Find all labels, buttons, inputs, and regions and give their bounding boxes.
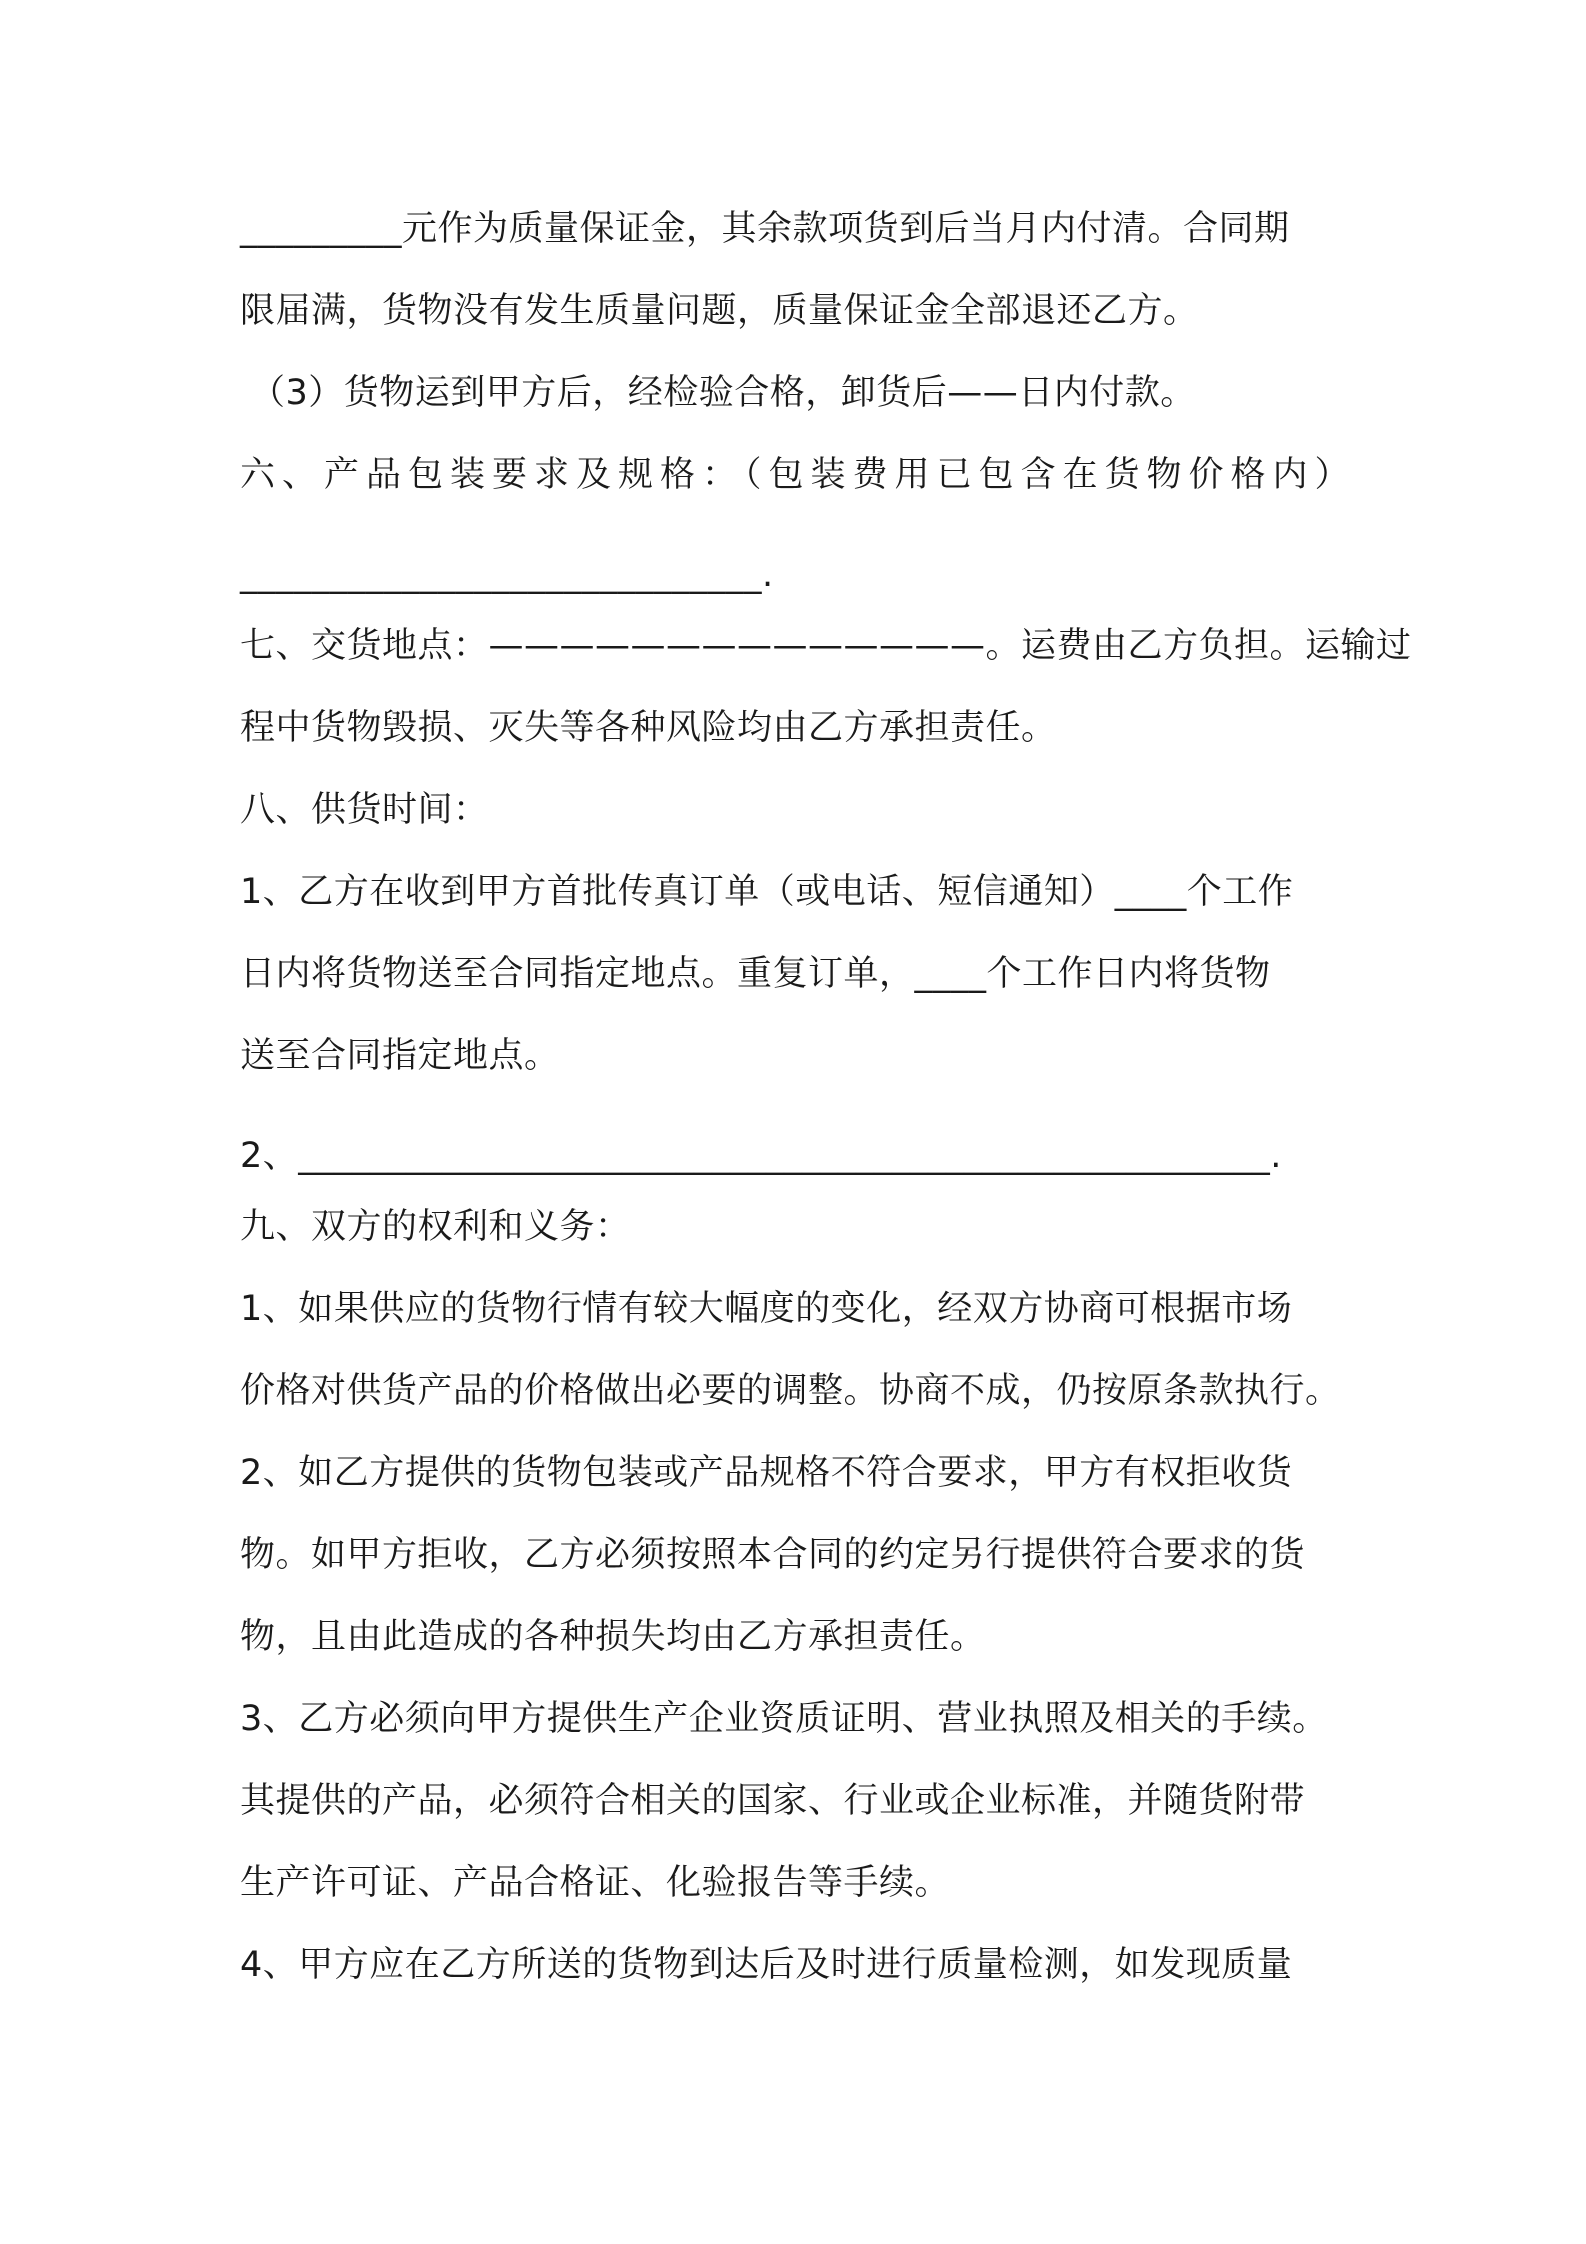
section-heading: 七、交货地点：——————————————。运费由乙方负担。运输过 [240,626,1412,666]
text-line: 限届满，货物没有发生质量问题，质量保证金全部退还乙方。 [240,291,1199,331]
text-line: 生产许可证、产品合格证、化验报告等手续。 [240,1863,951,1903]
text-line: 其提供的产品，必须符合相关的国家、行业或企业标准，并随货附带 [240,1781,1306,1821]
text-line: 价格对供货产品的价格做出必要的调整。协商不成，仍按原条款执行。 [240,1371,1341,1411]
text-line: _____________________________. [240,555,774,595]
text-line: （3）货物运到甲方后，经检验合格，卸货后——日内付款。 [250,373,1196,413]
text-line: 日内将货物送至合同指定地点。重复订单，____个工作日内将货物 [240,954,1271,994]
text-line: 4、甲方应在乙方所送的货物到达后及时进行质量检测，如发现质量 [240,1945,1293,1985]
text-line: 2、如乙方提供的货物包装或产品规格不符合要求，甲方有权拒收货 [240,1453,1293,1493]
text-line: 物，且由此造成的各种损失均由乙方承担责任。 [240,1617,986,1657]
text-line: 3、乙方必须向甲方提供生产企业资质证明、营业执照及相关的手续。 [240,1699,1328,1739]
text-line: 1、如果供应的货物行情有较大幅度的变化，经双方协商可根据市场 [240,1289,1293,1329]
text-line: 程中货物毁损、灭失等各种风险均由乙方承担责任。 [240,708,1057,748]
text-line: 物。如甲方拒收，乙方必须按照本合同的约定另行提供符合要求的货 [240,1535,1306,1575]
text-line: 送至合同指定地点。 [240,1036,560,1076]
text-line: 2、______________________________________________________. [240,1136,1282,1176]
text-line: _________元作为质量保证金，其余款项货到后当月内付清。合同期 [240,209,1290,249]
section-heading: 八、供货时间： [240,790,489,830]
text-line: 1、乙方在收到甲方首批传真订单（或电话、短信通知）____个工作 [240,872,1294,912]
section-heading: 六、产品包装要求及规格：（包装费用已包含在货物价格内） [240,455,1357,495]
section-heading: 九、双方的权利和义务： [240,1207,631,1247]
